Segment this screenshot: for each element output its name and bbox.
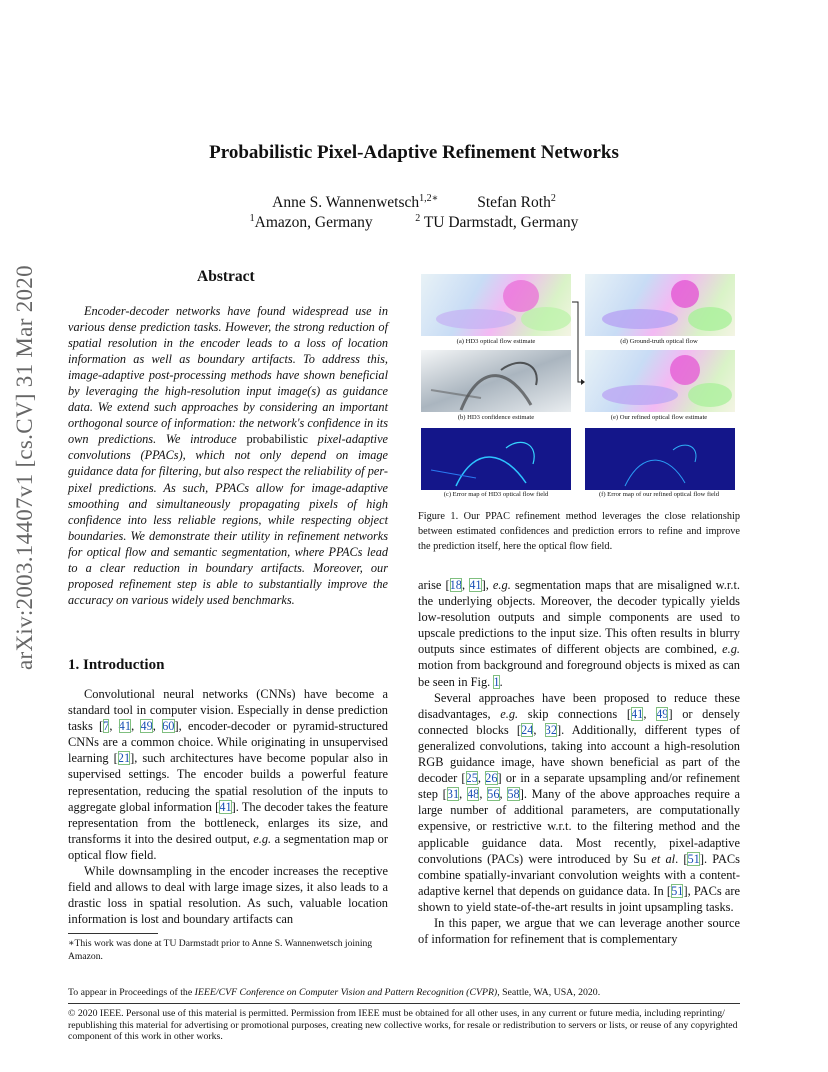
error-map-image	[421, 428, 571, 490]
paper-title: Probabilistic Pixel-Adaptive Refinement Networks	[209, 142, 619, 163]
figure-1e-caption: (e) Our refined optical flow estimate	[610, 414, 708, 421]
citation-link[interactable]: 18	[449, 578, 462, 592]
affiliation-2: TU Darmstadt, Germany	[423, 214, 579, 232]
right-paragraph-1: arise [18, 41], e.g. segmentation maps that are misaligned w.r.t. the underlying objects. Moreover, the decoder typically yields low-resolution outputs and simple components are used to upscale predictions to the input size. This often results in blurry outputs since estimates of different objects are combined, e.g. motion from background and foreground objects is mixed as can be seen in Fig. 1.	[418, 578, 740, 689]
citation-link[interactable]: 26	[485, 771, 498, 786]
footnote: ∗This work was done at TU Darmstadt prior to Anne S. Wannenwetsch joining Amazon.	[68, 938, 373, 962]
intro-paragraph-1: Convolutional neural networks (CNNs) have become a standard tool in computer vision. Especially in dense prediction tasks [7, 41, 49, 60], encoder-decoder or pyramid-structured CNNs are a common choice. While originating in unsupervised learning [21], such architectures have become popular also in supervised settings. The encoder builds a powerful feature representation, reducing the spatial resolution of the inputs to aggregate global information [41]. The decoder takes the feature representation from the bottleneck, enlarges its size, and transforms it into the desired output, e.g. a segmentation map or optical flow field.	[68, 687, 389, 862]
arxiv-stamp: arXiv:2003.14407v1 [cs.CV] 31 Mar 2020	[12, 265, 37, 670]
citation-link[interactable]: 41	[219, 799, 232, 814]
figure-1a-caption: (a) HD3 optical flow estimate	[456, 338, 536, 345]
refined-error-map-image	[585, 428, 735, 490]
affiliation-1-marker: 1	[249, 213, 255, 224]
intro-paragraph-2: While downsampling in the encoder increases the receptive field and allows to deal with large image sizes, it also leads to a drastic loss in spatial resolution. As such, valuable location information is lost and boundary artifacts can	[68, 864, 388, 927]
citation-link[interactable]: 31	[446, 787, 460, 802]
citation-link[interactable]: 58	[507, 787, 520, 802]
right-paragraph-3: In this paper, we argue that we can leverage another source of information for refinement that is complementary	[418, 915, 740, 947]
right-column-body	[418, 577, 740, 947]
citation-link[interactable]: 51	[671, 883, 684, 898]
right-paragraph-2: Several approaches have been proposed to reduce these disadvantages, e.g. skip connections [41, 49] or densely connected blocks [24, 32]. Additionally, different types of generalized convolutions, taking into account a high-resolution RGB guidance image, have shown beneficial as part of the decoder [25, 26] or in a separate upsampling and/or refinement step [31, 48, 56, 58]. Many of the above approaches require a large number of additional parameters, are computationally expensive, or restrictive w.r.t. to the filtering method and the applicable guidance data. Most recently, pixel-adaptive convolutions (PACs) were introduced by Su et al. [51]. PACs combine spatially-invariant convolution weights with a content-adaptive kernel that depends on guidance data. In [51], PACs are shown to yield state-of-the-art results in joint upsampling tasks.	[418, 690, 741, 914]
author-1: Anne S. Wannenwetsch	[272, 194, 420, 212]
abstract-body: Encoder-decoder networks have found widespread use in various dense prediction tasks. However, the strong reduction of spatial resolution in the encoder leads to a loss of location information as well as boundary artifacts. To address this, image-adaptive post-processing methods have shown beneficial by leveraging the high-resolution input image(s) as guidance data. We extend such approaches by considering an important orthogonal source of information: the network's confidence in its own predictions. We introduce probabilistic pixel-adaptive convolutions (PPACs), which not only depend on image guidance data for filtering, but also respect the reliability of per-pixel predictions. As such, PPACs allow for image-adaptive smoothing and simultaneously propagating pixels of high confidence into less reliable regions, while respecting object boundaries. We demonstrate their utility in refinement networks for optical flow and semantic segmentation, where PPACs lead to a clear reduction in boundary artifacts. Moreover, our proposed refinement step is able to substantially improve the accuracy on various widely used benchmarks.	[68, 304, 389, 607]
author-line	[0, 193, 828, 212]
figure-1	[418, 272, 740, 504]
citation-link[interactable]: 41	[469, 578, 482, 592]
citation-link[interactable]: 25	[465, 771, 478, 786]
author-2: Stefan Roth	[477, 194, 551, 212]
section-heading-introduction: 1. Introduction	[68, 657, 165, 673]
figure-1b-caption: (b) HD3 confidence estimate	[457, 414, 535, 421]
flow-estimate-image	[421, 274, 571, 336]
citation-link[interactable]: 49	[656, 706, 669, 721]
figure-1-caption: Figure 1. Our PPAC refinement method leverages the close relationship between estimated confidences and prediction errors to refine and improve the prediction itself, here the optical flow field.	[418, 511, 740, 552]
citation-link[interactable]: 7	[103, 719, 110, 734]
affiliation-2-marker: 2	[415, 213, 421, 224]
author-2-affiliation: 2	[550, 193, 556, 204]
venue-rule	[68, 1003, 740, 1004]
citation-link[interactable]: 51	[687, 851, 700, 866]
ground-truth-image	[585, 274, 735, 336]
footnote-rule	[68, 933, 158, 934]
refined-flow-image	[585, 350, 735, 412]
citation-link[interactable]: 41	[118, 719, 132, 734]
figure-1f-caption: (f) Error map of our refined optical flow field	[598, 491, 720, 498]
affiliation-line	[0, 213, 828, 232]
citation-link[interactable]: 24	[521, 722, 534, 737]
refinement-arrow	[568, 300, 588, 390]
abstract-heading: Abstract	[197, 268, 255, 285]
figure-1d-caption: (d) Ground-truth optical flow	[620, 338, 698, 345]
citation-link[interactable]: 56	[487, 787, 500, 802]
citation-link[interactable]: 48	[466, 787, 480, 802]
citation-link[interactable]: 41	[630, 706, 644, 721]
confidence-image	[421, 350, 571, 412]
copyright-notice: © 2020 IEEE. Personal use of this material is permitted. Permission from IEEE must be obtained for all other uses, in any current or future media, including reprinting/ republishing this material for advertising or promotional purposes, creating new collective works, for resale or redistribution to servers or lists, or reuse of any copyrighted component of this work in other works.	[68, 1008, 738, 1043]
citation-link[interactable]: 49	[140, 719, 153, 734]
author-1-affiliation: 1,2∗	[419, 193, 439, 204]
citation-link[interactable]: 21	[117, 751, 131, 766]
venue-note: To appear in Proceedings of the IEEE/CVF Conference on Computer Vision and Pattern Recognition (CVPR), Seattle, WA, USA, 2020.	[68, 987, 601, 998]
figure-1c-caption: (c) Error map of HD3 optical flow field	[443, 491, 549, 498]
affiliation-1: Amazon, Germany	[254, 214, 373, 232]
introduction-body	[68, 686, 388, 927]
citation-link[interactable]: 60	[162, 719, 175, 734]
figure-link[interactable]: 1	[493, 674, 500, 689]
citation-link[interactable]: 32	[544, 722, 558, 737]
